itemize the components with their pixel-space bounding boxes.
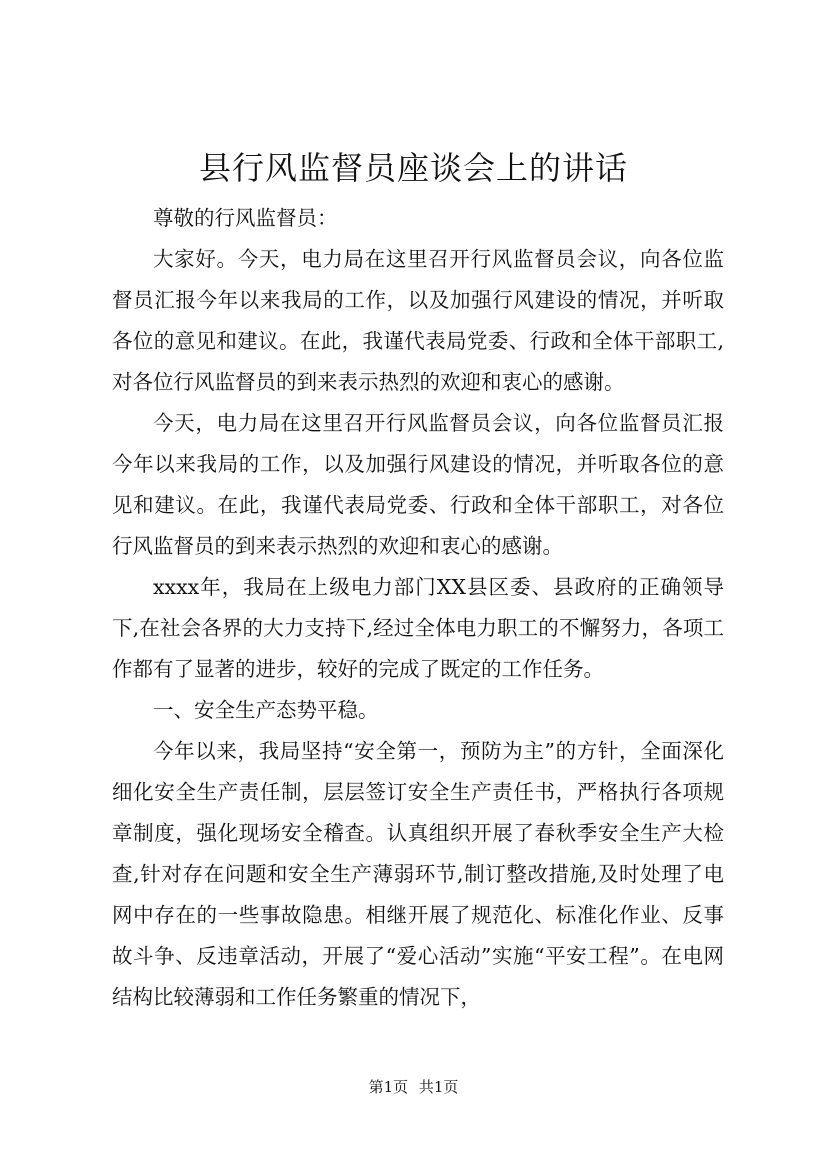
section-heading: 一、安全生产态势平稳。 (153, 698, 379, 722)
body-paragraph: xxxx年，我局在上级电力部门XX县区委、县政府的正确领导下,在社会各界的大力支持下,经过全体电力职工的不懈努力，各项工作都有了显著的进步，较好的完成了既定的工作任务。 (112, 575, 724, 681)
document-title: 县行风监督员座谈会上的讲话 (198, 149, 628, 187)
body-paragraph: 今年以来，我局坚持“安全第一，预防为主”的方针，全面深化细化安全生产责任制，层层签订安全生产责任书，严格执行各项规章制度，强化现场安全稽查。认真组织开展了春秋季安全生产大检查,针对存在问题和安全生产薄弱环节,制订整改措施,及时处理了电网中存在的一些事故隐患。相继开展了规范化、标准化作业、反事故斗争、反违章活动，开展了“爱心活动”实施“平安工程”。在电网结构比较薄弱和工作任务繁重的情况下， (112, 739, 724, 1009)
page-total: 共1页 (418, 1078, 459, 1096)
document-body (112, 198, 724, 1018)
page-footer (0, 1077, 827, 1097)
body-paragraph: 今天，电力局在这里召开行风监督员会议，向各位监督员汇报今年以来我局的工作，以及加强行风建设的情况，并听取各位的意见和建议。在此，我谨代表局党委、行政和全体干部职工，对各位行风监督员的到来表示热烈的欢迎和衷心的感谢。 (112, 411, 724, 558)
salutation-paragraph: 尊敬的行风监督员： (153, 206, 338, 230)
body-paragraph: 大家好。今天，电力局在这里召开行风监督员会议，向各位监督员汇报今年以来我局的工作，以及加强行风建设的情况，并听取各位的意见和建议。在此，我谨代表局党委、行政和全体干部职工,对各位行风监督员的到来表示热烈的欢迎和衷心的感谢。 (112, 247, 724, 394)
page-number: 第1页 (368, 1078, 409, 1096)
